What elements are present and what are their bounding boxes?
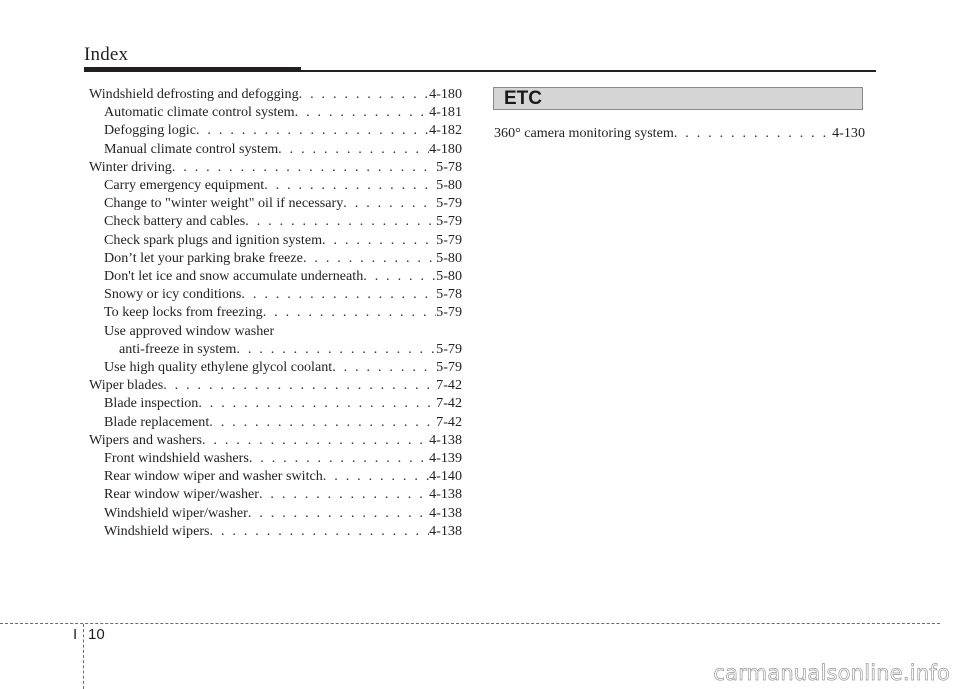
footer-divider bbox=[83, 624, 84, 689]
index-entry bbox=[89, 449, 462, 467]
index-entry bbox=[89, 158, 462, 176]
index-entry-text: Carry emergency equipment bbox=[104, 177, 265, 194]
index-entry-text: 360° camera monitoring system bbox=[494, 125, 674, 141]
index-entry-text: Defogging logic bbox=[104, 122, 196, 139]
index-entry-text: Snowy or icy conditions bbox=[104, 286, 242, 303]
index-entry bbox=[89, 431, 462, 449]
index-entry bbox=[89, 231, 462, 249]
index-entry bbox=[89, 504, 462, 522]
index-entry bbox=[89, 249, 462, 267]
index-entry bbox=[89, 413, 462, 431]
index-entry-text: Rear window wiper and washer switch bbox=[104, 468, 323, 485]
index-entry-text: Use approved window washer bbox=[104, 322, 275, 339]
etc-section-label: ETC bbox=[504, 88, 542, 109]
index-entry-page: 7-42 bbox=[436, 377, 462, 394]
dot-leader bbox=[299, 85, 429, 103]
index-entry-page: 5-79 bbox=[436, 213, 462, 230]
index-entry bbox=[89, 176, 462, 194]
index-entry-page: 5-78 bbox=[436, 286, 462, 303]
index-entry-text: Don’t let your parking brake freeze bbox=[104, 249, 303, 266]
footer-page-number: 10 bbox=[88, 626, 105, 643]
index-entry-page: 4-130 bbox=[832, 125, 865, 141]
index-entry-page: 4-180 bbox=[429, 140, 462, 157]
index-entry bbox=[89, 394, 462, 412]
dot-leader bbox=[196, 121, 429, 139]
index-entry bbox=[89, 140, 462, 158]
dot-leader bbox=[241, 285, 436, 303]
index-entry-text: Blade inspection bbox=[104, 395, 199, 412]
dot-leader bbox=[343, 194, 436, 212]
index-entry-page: 4-138 bbox=[429, 504, 462, 521]
index-entry-page: 4-138 bbox=[429, 486, 462, 503]
index-entry-page: 4-180 bbox=[429, 86, 462, 102]
dot-leader bbox=[198, 394, 436, 412]
index-entry bbox=[89, 121, 462, 139]
footer-section-letter: I bbox=[73, 626, 78, 643]
index-entry-text: Windshield wiper/washer bbox=[104, 504, 248, 521]
index-entry bbox=[89, 340, 462, 358]
index-entry-text: Use high quality ethylene glycol coolant bbox=[104, 359, 333, 376]
dot-leader bbox=[259, 485, 429, 503]
index-entry-text: Wipers and washers bbox=[89, 431, 202, 448]
index-entry-page: 5-78 bbox=[436, 158, 462, 175]
index-entry-page: 4-139 bbox=[429, 450, 462, 467]
index-entry-text: anti-freeze in system bbox=[119, 340, 237, 357]
dot-leader bbox=[264, 176, 436, 194]
index-entry-page: 7-42 bbox=[436, 395, 462, 412]
index-entry bbox=[89, 358, 462, 376]
index-entry-page: 5-79 bbox=[436, 340, 462, 357]
index-entry-page: 5-79 bbox=[436, 359, 462, 376]
header-rule-thick bbox=[84, 67, 301, 72]
dot-leader bbox=[245, 212, 436, 230]
dot-leader bbox=[295, 103, 429, 121]
dot-leader bbox=[172, 158, 436, 176]
dot-leader bbox=[249, 449, 429, 467]
footer-rule bbox=[0, 623, 940, 624]
index-entry-page: 5-80 bbox=[436, 268, 462, 285]
index-entry-page: 4-181 bbox=[429, 104, 462, 121]
index-entry bbox=[89, 103, 462, 121]
index-entry bbox=[494, 124, 865, 142]
index-entry-text: Automatic climate control system bbox=[104, 104, 295, 121]
page-title: Index bbox=[84, 44, 129, 65]
index-entry-page: 4-182 bbox=[429, 122, 462, 139]
dot-leader bbox=[332, 358, 436, 376]
index-entry-page: 5-79 bbox=[436, 304, 462, 321]
etc-section-header bbox=[493, 87, 863, 110]
index-entry-page: 4-138 bbox=[429, 431, 462, 448]
index-entry-text: Blade replacement bbox=[104, 413, 210, 430]
dot-leader bbox=[163, 376, 436, 394]
watermark: carmanualsonline.info bbox=[713, 661, 950, 685]
index-entry-page: 5-79 bbox=[436, 195, 462, 212]
index-entry-text: Manual climate control system bbox=[104, 140, 279, 157]
dot-leader bbox=[263, 303, 436, 321]
index-entry-text: Winter driving bbox=[89, 158, 172, 175]
dot-leader bbox=[323, 467, 429, 485]
index-entry bbox=[89, 303, 462, 321]
index-column-left bbox=[89, 85, 462, 540]
index-entry-page: 4-138 bbox=[429, 522, 462, 539]
dot-leader bbox=[322, 231, 436, 249]
index-entry bbox=[89, 285, 462, 303]
index-entry-text: Wiper blades bbox=[89, 377, 164, 394]
index-entry bbox=[89, 522, 462, 540]
index-entry-text: Front windshield washers bbox=[104, 450, 249, 467]
index-entry-page: 4-140 bbox=[429, 468, 462, 485]
dot-leader bbox=[210, 522, 430, 540]
header-rule-thin bbox=[301, 70, 876, 72]
dot-leader bbox=[278, 140, 429, 158]
index-entry-page: 7-42 bbox=[436, 413, 462, 430]
index-entry-text: Don't let ice and snow accumulate underneath bbox=[104, 268, 364, 285]
index-entry bbox=[89, 485, 462, 503]
index-entry-page: 5-79 bbox=[436, 231, 462, 248]
dot-leader bbox=[248, 504, 429, 522]
index-entry-text: Check battery and cables bbox=[104, 213, 246, 230]
index-entry-text: Check spark plugs and ignition system bbox=[104, 231, 323, 248]
dot-leader bbox=[202, 431, 429, 449]
index-entry bbox=[89, 194, 462, 212]
index-entry-page: 5-80 bbox=[436, 177, 462, 194]
index-entry bbox=[89, 267, 462, 285]
dot-leader bbox=[303, 249, 436, 267]
index-entry-text: Windshield wipers bbox=[104, 522, 210, 539]
dot-leader bbox=[674, 124, 832, 142]
index-column-right bbox=[494, 124, 865, 142]
dot-leader bbox=[363, 267, 436, 285]
index-entry bbox=[89, 322, 462, 340]
index-entry bbox=[89, 85, 462, 103]
index-entry-text: To keep locks from freezing bbox=[104, 304, 263, 321]
dot-leader bbox=[236, 340, 436, 358]
index-entry-text: Change to "winter weight" oil if necessary bbox=[104, 195, 344, 212]
index-entry-text: Windshield defrosting and defogging bbox=[89, 86, 299, 102]
dot-leader bbox=[209, 413, 436, 431]
index-entry-page: 5-80 bbox=[436, 249, 462, 266]
index-entry bbox=[89, 212, 462, 230]
index-entry bbox=[89, 467, 462, 485]
index-entry bbox=[89, 376, 462, 394]
index-entry-text: Rear window wiper/washer bbox=[104, 486, 259, 503]
